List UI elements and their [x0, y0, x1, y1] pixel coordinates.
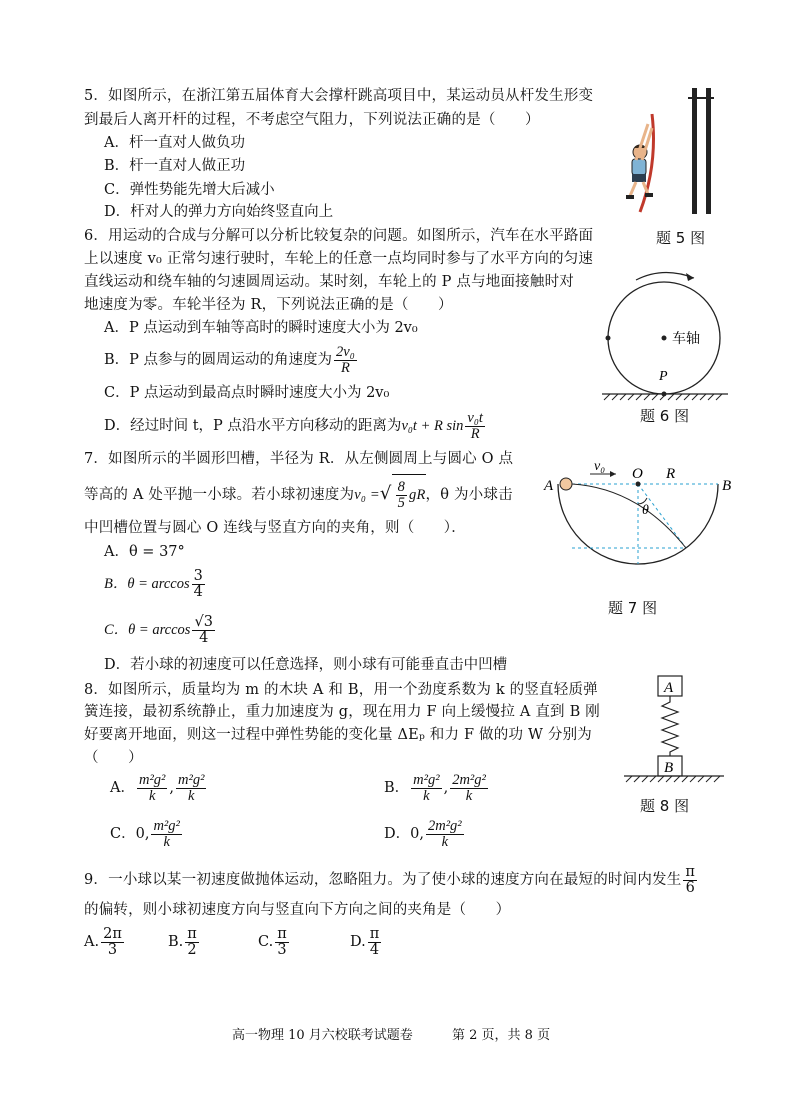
q7-figure-label-v0: v₀: [594, 460, 606, 474]
q9-stem-line1-text: 9．一小球以某一初速度做抛体运动，忽略阻力。为了使小球的速度方向在最短的时间内发生: [84, 872, 682, 888]
q5-option-c[interactable]: C．弹性势能先增大后减小: [104, 182, 275, 198]
q9-option-d[interactable]: [350, 922, 383, 962]
q7-sqrt-body: $\frac{8}{5}$ gR: [392, 474, 426, 515]
q5-stem-line1: 5．如图所示，在浙江第五届体育大会撑杆跳高项目中，某运动员从杆发生形变: [84, 88, 594, 104]
q5-option-a[interactable]: A．杆一直对人做负功: [104, 135, 245, 151]
q7-figure-label-o: O: [632, 466, 643, 482]
q9-option-d-label: D.: [350, 934, 366, 950]
q6-stem-line1: 6．用运动的合成与分解可以分析比较复杂的问题。如图所示，汽车在水平路面: [84, 228, 594, 244]
q6-option-a[interactable]: A．P 点运动到车轴等高时的瞬时速度大小为 2v₀: [104, 320, 418, 336]
q9-option-c-fraction: $\frac{\pi}{3}$: [277, 925, 287, 958]
q7-figure-label-b: B: [722, 478, 732, 494]
q8-option-b-label: B．: [384, 780, 410, 796]
q7-figure-label-theta: θ: [642, 503, 649, 518]
q7-figure-label-a: A: [544, 478, 554, 494]
footer-page-number: 第 2 页，共 8 页: [452, 1028, 551, 1043]
q9-option-a-label: A.: [84, 934, 100, 950]
q6-wheel-figure: [598, 262, 730, 402]
q9-stem-line1: [84, 860, 699, 900]
q7-stem-line2: [84, 474, 513, 515]
q8-spring-block-figure: [622, 672, 726, 784]
q8-figure-label-b: B: [664, 760, 674, 776]
q6-option-d-fraction: $\frac{\text{v₀t}}{R}$: [467, 409, 483, 442]
q6-option-b-fraction: $\frac{\text{2v₀}}{R}$: [336, 343, 355, 376]
q6-stem-line4: 地速度为零。车轮半径为 R，下列说法正确的是（ ）: [84, 297, 453, 313]
q7-stem-line2-text: 等高的 A 处平抛一小球。若小球初速度为: [84, 487, 355, 503]
q9-option-b-fraction: $\frac{\pi}{2}$: [187, 925, 197, 958]
q8-option-d-label: D．: [384, 826, 411, 842]
q5-option-d[interactable]: D．杆对人的弹力方向始终竖直向上: [104, 204, 334, 220]
q7-sqrt-sign: √: [379, 483, 392, 504]
q8-option-c-fraction: $\frac{\text{m²g²}}{k}$: [153, 817, 180, 850]
q7-option-b[interactable]: [104, 566, 207, 602]
q7-figure-caption: 题 7 图: [608, 599, 658, 617]
q7-stem-line3: 中凹槽位置与圆心 O 连线与竖直方向的夹角，则（ ）．: [84, 520, 466, 536]
q7-option-c[interactable]: [104, 612, 217, 648]
q6-option-b-text: B．P 点参与的圆周运动的角速度为: [104, 352, 333, 368]
q7-stem-line2-tail: ，θ 为小球击: [425, 487, 513, 503]
q8-option-d-zero: 0,: [410, 826, 424, 842]
q8-stem-line3: 好要离开地面，则这一过程中弹性势能的变化量 ΔEₚ 和力 F 做的功 W 分别为: [84, 727, 592, 743]
q6-figure-point-label: P: [659, 369, 668, 384]
q8-option-a-label: A．: [110, 780, 135, 796]
q5-pole-vault-figure: [618, 84, 730, 216]
q5-stem-line2: 到最后人离开杆的过程，不考虑空气阻力，下列说法正确的是（ ）: [84, 112, 540, 128]
q9-stem-line2: 的偏转，则小球初速度方向与竖直向下方向之间的夹角是（ ）: [84, 902, 511, 918]
q8-option-c-zero: 0,: [135, 826, 150, 842]
q8-stem-line4: （ ）: [84, 750, 143, 766]
q7-option-d[interactable]: D．若小球的初速度可以任意选择，则小球有可能垂直击中凹槽: [104, 657, 508, 673]
q6-stem-line2: 上以速度 v₀ 正常匀速行驶时，车轮上的任意一点均同时参与了水平方向的匀速: [84, 251, 594, 267]
q8-option-a-fraction-1: $\frac{\text{m²g²}}{k}$: [138, 771, 166, 804]
q7-stem-line1: 7．如图所示的半圆形凹槽，半径为 R．从左侧圆周上与圆心 O 点: [84, 451, 514, 467]
q6-stem-line3: 直线运动和绕车轴的匀速圆周运动。某时刻，车轮上的 P 点与地面接触时对: [84, 274, 574, 290]
q6-option-d[interactable]: [104, 408, 487, 444]
q5-figure-caption: 题 5 图: [656, 229, 706, 247]
q6-option-b[interactable]: [104, 342, 359, 378]
q8-option-a[interactable]: [110, 768, 208, 808]
q7-option-a[interactable]: A．θ = 37°: [104, 544, 185, 560]
q8-option-c-label: C．: [110, 826, 136, 842]
q6-option-d-text: D．经过时间 t，P 点沿水平方向移动的距离为: [104, 418, 402, 434]
q7-initial-velocity-symbol: v₀ =: [354, 487, 380, 503]
q8-option-d-fraction: $\frac{\text{2m²g²}}{k}$: [427, 817, 462, 850]
q7-figure-label-r: R: [666, 466, 676, 482]
q8-stem-line1: 8．如图所示，质量均为 m 的木块 A 和 B，用一个劲度系数为 k 的竖直轻质弹: [84, 682, 598, 698]
q7-option-b-fraction: $\frac{3}{4}$: [193, 567, 203, 600]
q8-figure-caption: 题 8 图: [640, 797, 690, 815]
q9-option-d-fraction: $\frac{\pi}{4}$: [369, 925, 380, 958]
q9-option-c[interactable]: [258, 922, 291, 962]
q8-option-c[interactable]: [110, 814, 184, 854]
q8-option-b-separator: ,: [443, 780, 449, 796]
q7-option-c-text: C．θ = arccos: [104, 622, 191, 638]
q9-option-a-fraction: $\frac{2\pi}{3}$: [103, 925, 122, 958]
q7-semicircle-figure: [538, 460, 734, 570]
q9-option-a[interactable]: [84, 922, 126, 962]
q6-figure-caption: 题 6 图: [640, 407, 690, 425]
q9-option-b-label: B.: [168, 934, 184, 950]
q9-option-b[interactable]: [168, 922, 201, 962]
q7-option-b-text: B．θ = arccos: [104, 576, 190, 592]
q8-stem-line2: 簧连接，最初系统静止，重力加速度为 g，现在用力 F 向上缓慢拉 A 直到 B 刚: [84, 704, 600, 720]
q9-stem-fraction: $\frac{\pi}{6}$: [685, 863, 696, 896]
q6-figure-axle-label: 车轴: [672, 332, 700, 347]
q7-option-c-fraction: $\frac{√3}{4}$: [194, 613, 213, 646]
q6-option-d-expr: v₀t + R sin: [401, 418, 464, 434]
q8-option-b-fraction-1: $\frac{\text{m²g²}}{k}$: [413, 771, 440, 804]
q8-option-a-separator: ,: [169, 780, 175, 796]
q8-option-a-fraction-2: $\frac{\text{m²g²}}{k}$: [178, 771, 205, 804]
footer-exam-title: 高一物理 10 月六校联考试题卷: [232, 1028, 413, 1043]
q8-option-d[interactable]: [384, 814, 466, 854]
q8-option-b-fraction-2: $\frac{\text{2m²g²}}{k}$: [452, 771, 486, 804]
q9-option-c-label: C.: [258, 934, 274, 950]
q8-option-b[interactable]: [384, 768, 490, 808]
q5-option-b[interactable]: B．杆一直对人做正功: [104, 158, 246, 174]
q6-option-c[interactable]: C．P 点运动到最高点时瞬时速度大小为 2v₀: [104, 385, 390, 401]
q8-figure-label-a: A: [664, 680, 674, 696]
